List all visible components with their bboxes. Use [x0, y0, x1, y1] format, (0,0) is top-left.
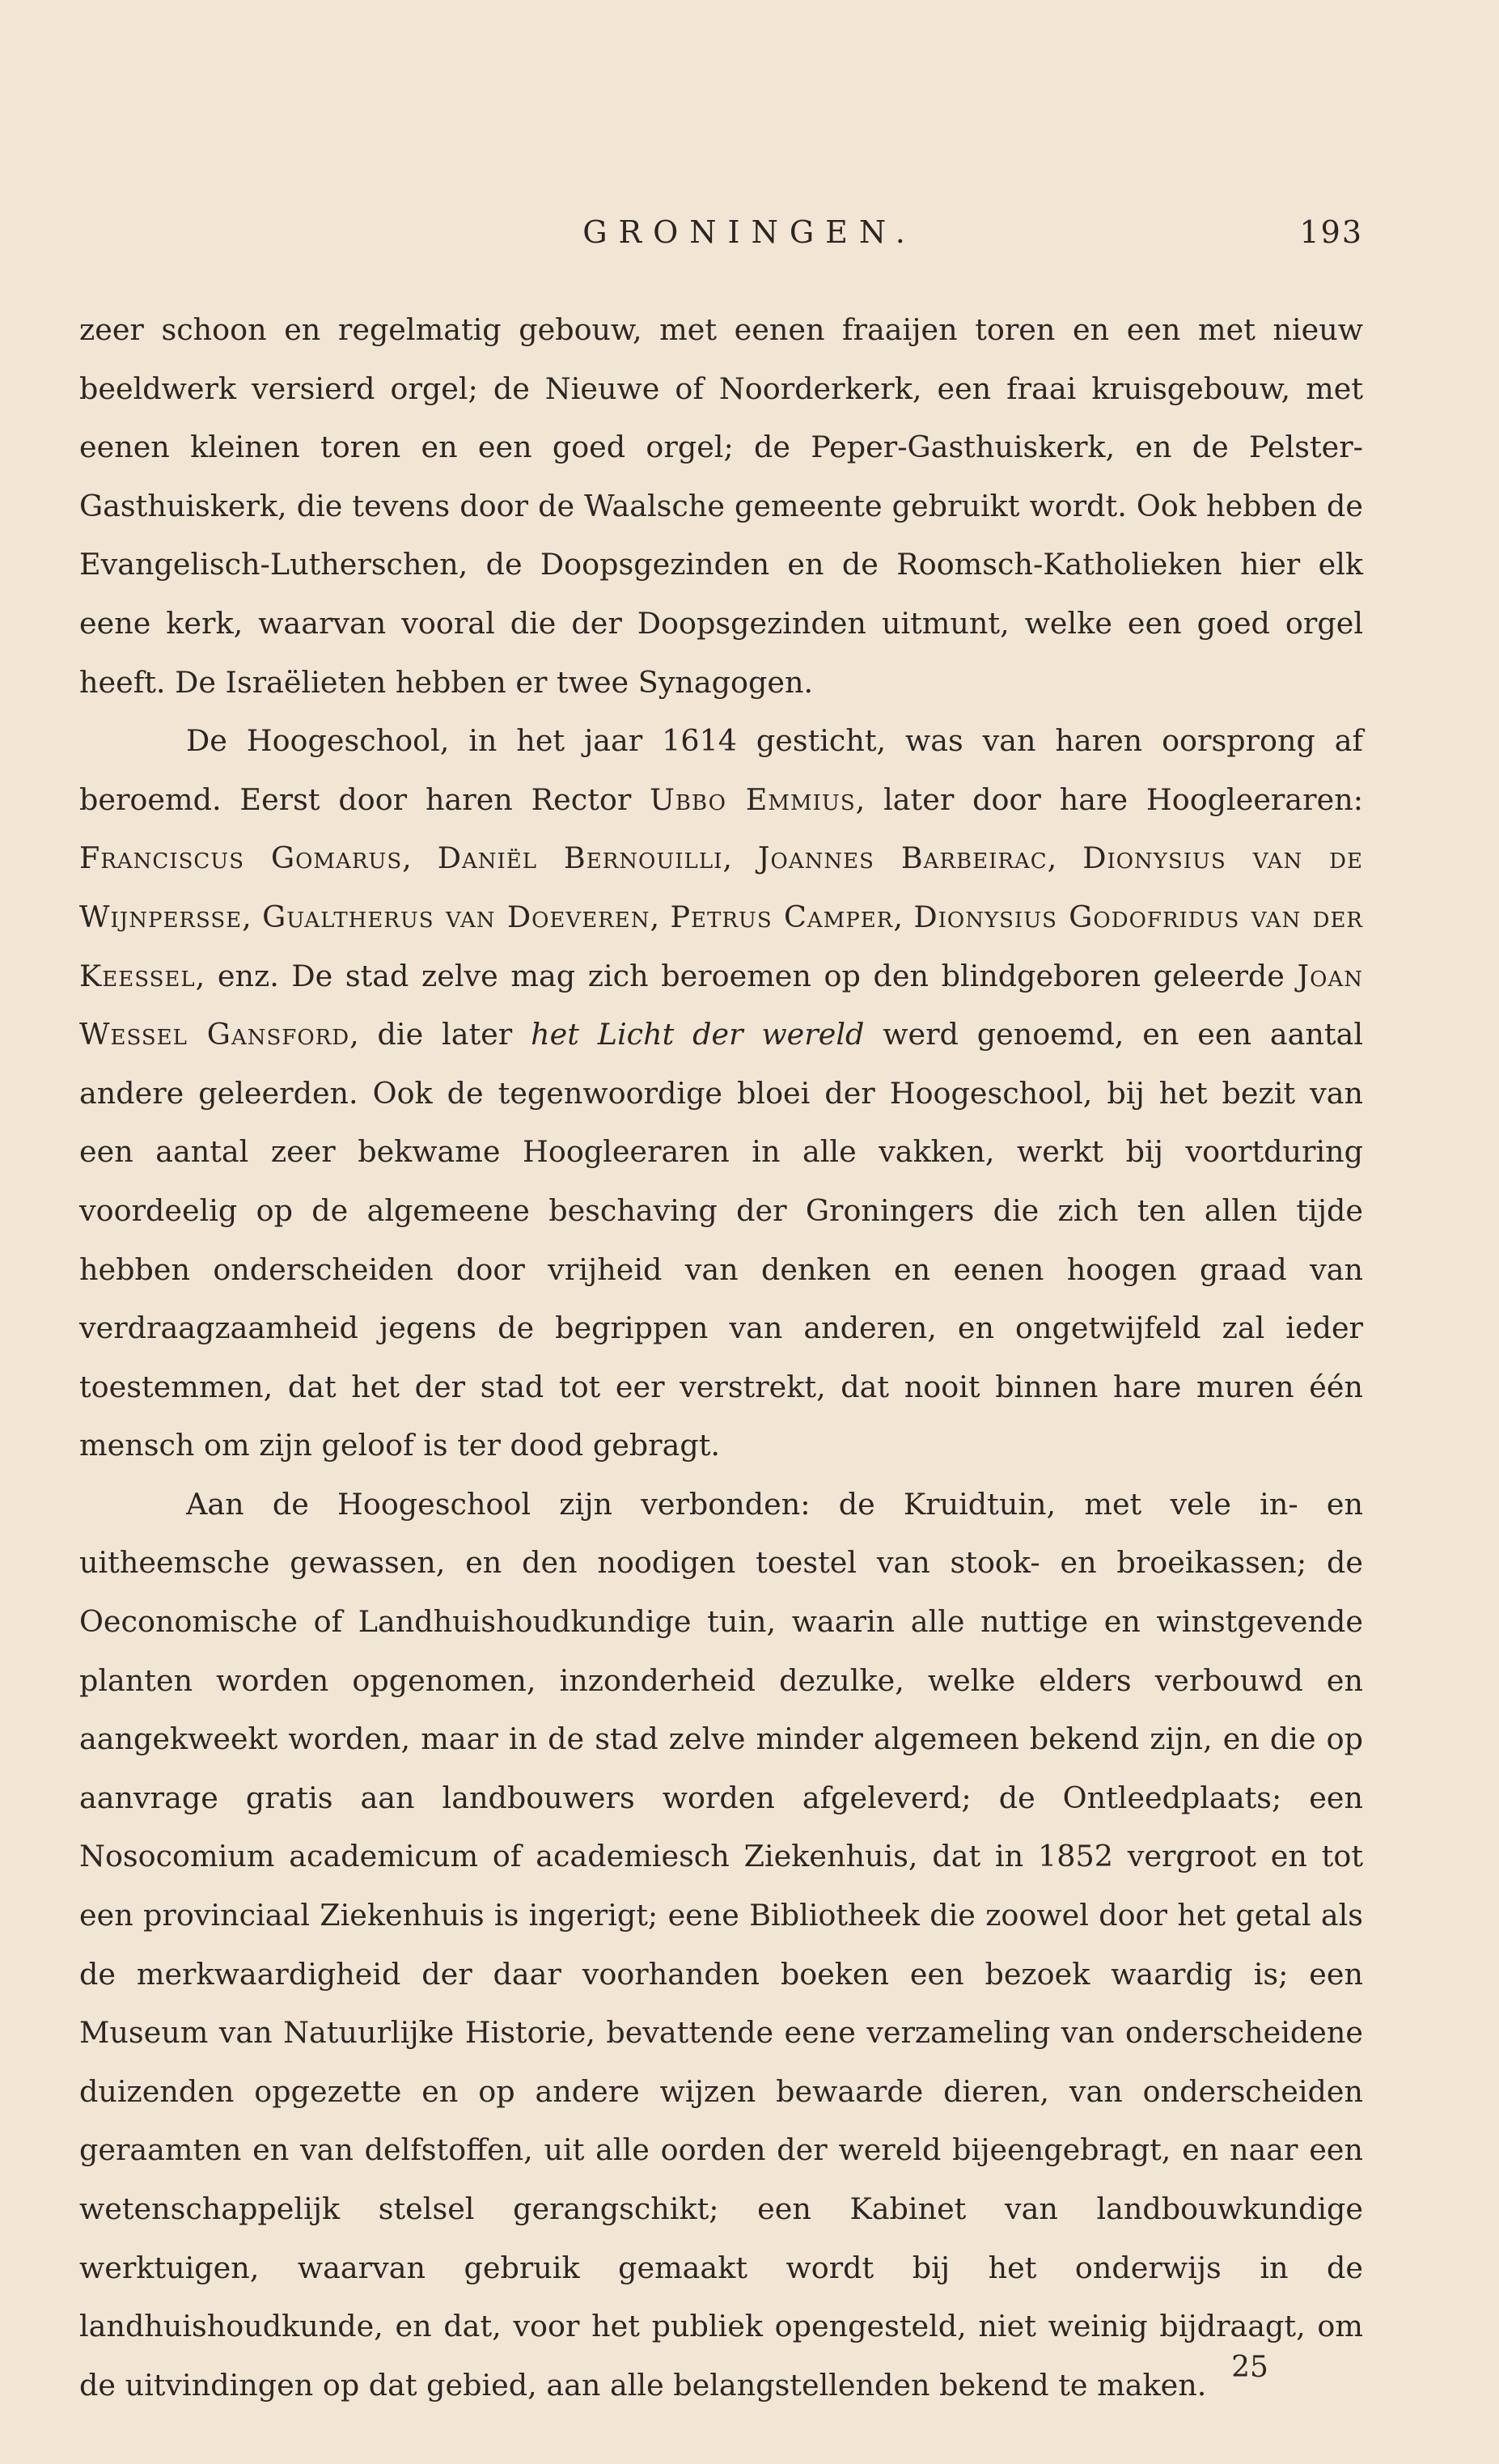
person-name: Joannes Barbeirac — [757, 840, 1048, 876]
person-name: Petrus Camper — [670, 899, 894, 934]
person-name: Daniël Bernouilli — [437, 840, 723, 876]
text-segment: Aan de Hoogeschool zijn verbonden: de Kruidtuin, met vele in- en uitheemsche gewassen, en den noodigen toestel van stook- en broeikassen; de Oeconomische of Landhuishoudkundige tuin, waarin alle nuttige en winstgevende planten worden opgenomen, inzonderheid dezulke, welke elders verbouwd en aangekweekt worden, maar in de stad zelve minder algemeen bekend zijn, en die op aanvrage gratis aan landbouwers worden afgeleverd; de Ontleedplaats; een Nosocomium academicum of academiesch Ziekenhuis, dat in 1852 vergroot en tot een provinciaal Ziekenhuis is ingerigt; eene Bibliotheek die zoowel door het getal als de merkwaardigheid der daar voorhanden boeken een bezoek waardig is; een Museum van Natuurlijke Historie, bevattende eene verzameling van onderscheidene duizenden opgezette en op andere wijzen bewaarde dieren, van onderscheiden geraamten en van delfstoffen, uit alle oorden der wereld bijeengebragt, en naar een wetenschappelijk stelsel gerangschikt; een Kabinet van landbouwkundige werktuigen, waarvan gebruik gemaakt wordt bij het onderwijs in de landhuishoudkunde, en dat, voor het publiek opengesteld, niet weinig bijdraagt, om de uitvindingen op dat gebied, aan alle belangstellenden bekend te maken. — [79, 1486, 1363, 2403]
signature-mark: 25 — [1231, 2351, 1268, 2384]
text-segment: , — [242, 899, 263, 934]
text-segment: zeer schoon en regelmatig gebouw, met eenen fraaijen toren en een met nieuw beeldwerk versierd orgel; de Nieuwe of Noorderkerk, een fraai kruisgebouw, met eenen kleinen toren en een goed orgel; de Peper-Gasthuiskerk, en de Pelster-Gasthuiskerk, die tevens door de Waalsche gemeente gebruikt wordt. Ook hebben de Evangelisch-Lutherschen, de Doopsgezinden en de Roomsch-Katholieken hier elk eene kerk, waarvan vooral die der Doopsgezinden uitmunt, welke een goed orgel heeft. De Israëlieten hebben er twee Synagogen. — [79, 312, 1363, 700]
paragraph-2 — [79, 712, 1363, 1475]
text-segment: De Hoogeschool, in het jaar 1614 gesticht, was van haren oorsprong af beroemd. Eerst door haren Rector — [79, 723, 1363, 817]
person-name: Dionysius van de Wijnpersse — [79, 840, 1363, 934]
text-segment: , — [402, 840, 438, 876]
person-name: Franciscus Gomarus — [79, 840, 403, 876]
italic-title: het Licht der wereld — [531, 1017, 865, 1052]
body-text — [79, 301, 1363, 2415]
text-segment: , — [1047, 840, 1083, 876]
paragraph-1 — [79, 301, 1363, 712]
text-segment: , — [650, 899, 671, 934]
running-head — [0, 212, 1499, 252]
text-segment: , — [722, 840, 758, 876]
page-number: 193 — [1299, 214, 1363, 250]
person-name: Joan Wessel Gansford — [79, 958, 1363, 1052]
text-segment: werd genoemd, en een aantal andere geleerden. Ook de tegenwoordige bloei der Hoogeschool, bij het bezit van een aantal zeer bekwame Hoogleeraren in alle vakken, werkt bij voortduring voordeelig op de algemeene beschaving der Groningers die zich ten allen tijde hebben onderscheiden door vrijheid van denken en eenen hoogen graad van verdraagzaamheid jegens de begrippen van anderen, en ongetwijfeld zal ieder toestemmen, dat het der stad tot eer verstrekt, dat nooit binnen hare muren één mensch om zijn geloof is ter dood gebragt. — [79, 1017, 1363, 1463]
text-segment: , die later — [349, 1017, 531, 1052]
text-segment: , later door hare Hoogleeraren: — [855, 781, 1363, 817]
paragraph-3 — [79, 1475, 1363, 2415]
person-name: Ubbo Emmius — [650, 781, 856, 817]
person-name: Dionysius Godofridus van der Keessel — [79, 899, 1363, 993]
running-title: GRONINGEN. — [582, 214, 917, 250]
text-segment: , enz. De stad zelve mag zich beroemen op den blindgeboren geleerde — [195, 958, 1298, 993]
person-name: Gualtherus van Doeveren — [262, 899, 650, 934]
text-segment: , — [893, 899, 914, 934]
